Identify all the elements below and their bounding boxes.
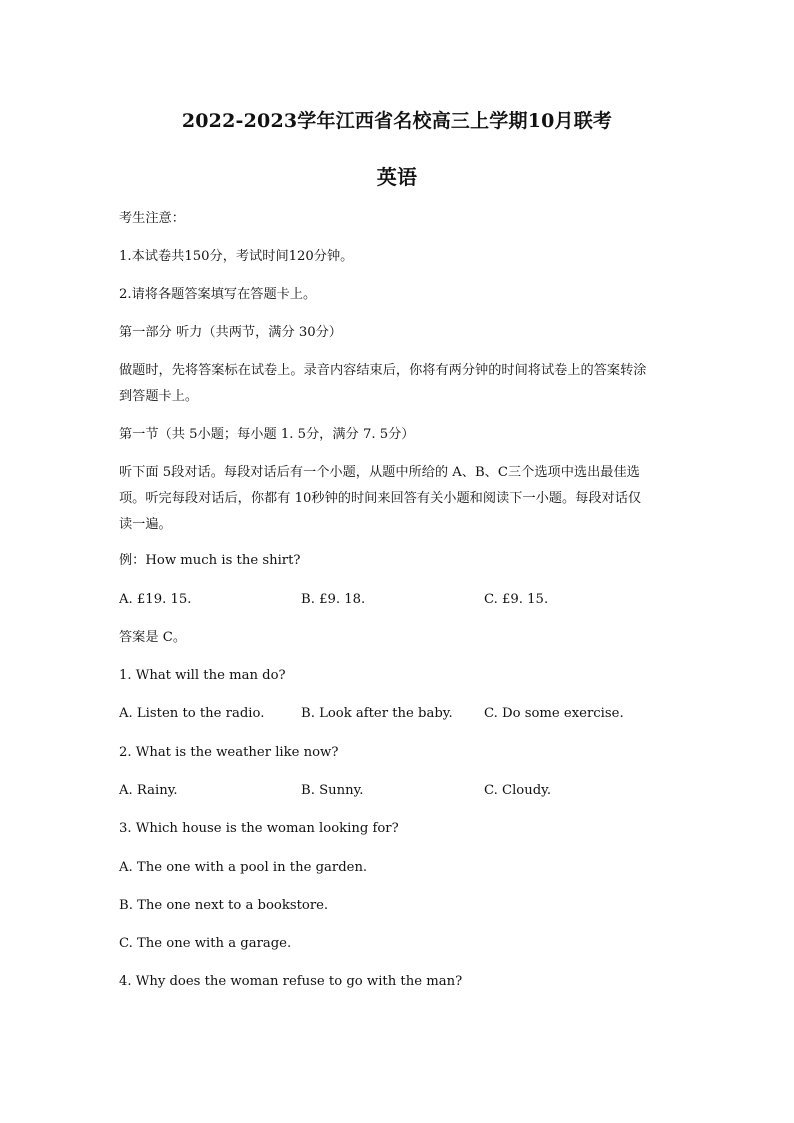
exam-title: 2022-2023学年江西省名校高三上学期10月联考 [181, 110, 613, 132]
example-option-b: B. £9. 18. [301, 592, 366, 607]
part1-instruction-line-1: 做题时，先将答案标在试卷上。录音内容结束后，你将有两分钟的时间将试卷上的答案转涂 [119, 363, 647, 378]
question-3-option-b: B. The one next to a bookstore. [119, 898, 329, 913]
section1-instruction-line-1: 听下面 5段对话。每段对话后有一个小题，从题中所给的 A、B、C三个选项中选出最佳选 [119, 465, 640, 480]
question-1-option-b: B. Look after the baby. [301, 706, 453, 721]
question-3-option-a: A. The one with a pool in the garden. [119, 860, 368, 875]
section1-instruction-line-3: 读一遍。 [119, 517, 172, 532]
section1-heading: 第一节（共 5小题；每小题 1. 5分，满分 7. 5分） [119, 427, 415, 442]
section1-instruction-line-2: 项。听完每段对话后，你都有 10秒钟的时间来回答有关小题和阅读下一小题。每段对话仅 [119, 491, 642, 506]
question-2-stem: 2. What is the weather like now? [119, 745, 339, 760]
subject-title: 英语 [376, 165, 418, 189]
example-option-a: A. £19. 15. [119, 592, 192, 607]
question-2-option-b: B. Sunny. [301, 783, 364, 798]
question-1-option-a: A. Listen to the radio. [119, 706, 265, 721]
question-2-option-a: A. Rainy. [119, 783, 178, 798]
notice-item-1: 1.本试卷共150分，考试时间120分钟。 [119, 249, 354, 264]
part1-heading: 第一部分 听力（共两节，满分 30分） [119, 325, 342, 340]
question-3-option-c: C. The one with a garage. [119, 936, 292, 951]
example-answer: 答案是 C。 [119, 630, 187, 645]
notice-item-2: 2.请将各题答案填写在答题卡上。 [119, 287, 317, 302]
question-1-stem: 1. What will the man do? [119, 668, 286, 683]
notice-label: 考生注意： [119, 211, 185, 226]
example-question: 例：How much is the shirt? [119, 553, 301, 568]
part1-instruction-line-2: 到答题卡上。 [119, 389, 199, 404]
example-option-c: C. £9. 15. [484, 592, 549, 607]
question-3-stem: 3. Which house is the woman looking for? [119, 821, 399, 836]
question-2-option-c: C. Cloudy. [484, 783, 552, 798]
question-4-stem: 4. Why does the woman refuse to go with the man? [119, 974, 463, 989]
question-1-option-c: C. Do some exercise. [484, 706, 624, 721]
